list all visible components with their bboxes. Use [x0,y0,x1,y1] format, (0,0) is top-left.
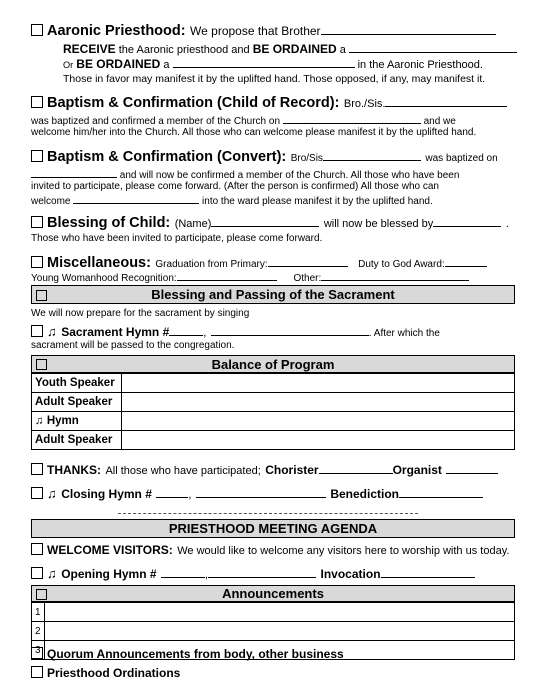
table-row [32,603,515,622]
checkbox-icon[interactable] [31,150,43,162]
ordinations-label: Priesthood Ordinations [47,666,181,680]
bro-sis-label: Bro./Sis. [343,98,386,110]
convert-line2: and will now be confirmed a member of the Church. All those who have been [119,170,460,181]
adult-speaker-field-2[interactable] [122,431,515,450]
invocation-label: Invocation [320,567,381,581]
checkbox-icon[interactable] [31,666,43,678]
checkbox-icon[interactable] [31,325,43,337]
hymn-label: Hymn [46,415,79,427]
ordinations-line [31,664,180,682]
table-row [32,431,515,450]
comma: , [188,489,192,501]
blessing-title: Blessing of Child: [47,215,171,231]
balance-bar-title: Balance of Program [211,357,335,372]
sacrament-hymn-line [31,323,440,341]
chorister-field[interactable] [319,464,393,474]
welcome-text: welcome [31,196,71,207]
office-field-2[interactable] [173,58,355,68]
benediction-field[interactable] [399,488,483,498]
baptism-record-line1 [31,114,456,127]
comma: , [203,327,207,339]
record-line1a: was baptized and confirmed a member of the Church on [31,116,281,127]
checkbox-icon[interactable] [31,216,43,228]
balance-table [31,373,515,450]
checkbox-icon[interactable] [31,24,43,36]
announcement-field[interactable] [45,622,515,641]
sacrament-passed: sacrament will be passed to the congregation. [31,340,235,351]
baptism-convert-line4 [31,194,433,207]
name-label: (Name) [174,218,212,230]
child-name-field[interactable] [211,217,319,227]
receive-mid-text: the Aaronic priesthood and [118,44,250,56]
welcome-line [31,541,509,559]
opening-hymn-number[interactable] [161,568,205,578]
duty-label: Duty to God Award: [358,259,445,270]
other-label: Other: [293,273,322,284]
record-name-field[interactable] [385,97,507,107]
row-number: 2 [32,622,45,641]
sacrament-hymn-label: Sacrament Hymn # [61,325,170,339]
baptism-convert-line2 [31,168,459,181]
brother-name-field[interactable] [321,25,496,35]
record-line1b: and we [423,116,456,127]
organist-label: Organist [392,463,442,477]
blessing-line2: Those who have been invited to participate, please come forward. [31,233,323,244]
graduation-field[interactable] [268,257,348,267]
a-text: a [339,44,346,56]
youth-speaker-label: Youth Speaker [32,374,122,393]
sacrament-bar-title: Blessing and Passing of the Sacrament [151,287,395,302]
table-row [32,622,515,641]
row-number: 1 [32,603,45,622]
closing-hymn-title[interactable] [196,488,326,498]
baptized-on-text: was baptized on [425,153,498,164]
convert-line4b: into the ward please manifest it by the uplifted hand. [202,196,433,207]
aaronic-receive-line [63,42,517,56]
opening-line [31,565,475,583]
baptism-record-heading [31,94,507,112]
convert-welcome-field[interactable] [73,194,199,204]
be-ordained-label-2: BE ORDAINED [76,57,161,71]
convert-name-field[interactable] [323,151,421,161]
baptism-convert-line3: invited to participate, please come forward. (After the person is confirmed) All those who can [31,181,439,192]
checkbox-icon[interactable] [31,96,43,108]
music-note-icon: ♫ [47,486,57,501]
in-aaronic-text: in the Aaronic Priesthood. [357,59,483,71]
thanks-label: THANKS: [47,463,101,477]
blessed-by-text: will now be blessed by [323,218,434,230]
checkbox-icon[interactable] [31,543,43,555]
baptism-record-line2: welcome him/her into the Church. All those who can welcome please manifest it by the uplifted hand. [31,127,477,138]
or-text: Or [63,60,74,70]
aaronic-or-line [63,57,483,71]
adult-speaker-field[interactable] [122,393,515,412]
announcement-field[interactable] [45,603,515,622]
divider [118,513,418,514]
closing-hymn-label: Closing Hymn # [61,487,152,501]
after-which-text: . After which the [368,328,440,339]
yw-field[interactable] [177,271,277,281]
announcements-bar [31,585,515,602]
priesthood-bar-title: PRIESTHOOD MEETING AGENDA [168,521,378,536]
balance-bar [31,355,515,373]
aaronic-favor: Those in favor may manifest it by the uplifted hand. Those opposed, if any, may manifest it. [63,73,486,85]
checkbox-icon[interactable] [31,463,43,475]
announcements-bar-title: Announcements [222,586,324,601]
opening-hymn-label: Opening Hymn # [61,567,157,581]
receive-label: RECEIVE [63,42,116,56]
duty-field[interactable] [445,257,487,267]
row-number: 3 [32,641,45,660]
thanks-line [31,461,498,479]
organist-field[interactable] [446,464,498,474]
misc-title: Miscellaneous: [47,255,151,271]
a-text-2: a [163,59,170,71]
music-note-icon: ♫ [47,566,57,581]
office-field-1[interactable] [349,43,517,53]
period-text: . [505,218,509,230]
table-row [32,412,515,431]
baptism-convert-title: Baptism & Confirmation (Convert): [47,149,287,165]
baptism-convert-heading [31,148,498,166]
aaronic-title: Aaronic Priesthood: [47,23,186,39]
table-row [32,374,515,393]
checkbox-icon[interactable] [31,487,43,499]
hymn-field[interactable] [122,412,515,431]
quorum-line [31,645,344,663]
checkbox-icon[interactable] [31,647,43,659]
opening-hymn-title[interactable] [208,568,316,578]
thanks-text: All those who have participated; [105,465,261,477]
record-date-field[interactable] [283,114,421,124]
checkbox-icon[interactable] [31,567,43,579]
baptism-record-title: Baptism & Confirmation (Child of Record): [47,95,340,111]
yw-label: Young Womanhood Recognition: [31,273,177,284]
invocation-field[interactable] [381,568,475,578]
adult-speaker-label-2: Adult Speaker [32,431,122,450]
music-note-icon: ♫ [47,324,57,339]
sacrament-hymn-number[interactable] [169,326,203,336]
music-note-icon: ♫ [35,415,47,427]
closing-hymn-number[interactable] [156,488,188,498]
benediction-label: Benediction [330,487,399,501]
hymn-cell [32,412,122,431]
other-field[interactable] [321,271,469,281]
checkbox-icon[interactable] [31,256,43,268]
welcome-visitors-text: We would like to welcome any visitors here to worship with us today. [177,545,510,557]
adult-speaker-label: Adult Speaker [32,393,122,412]
convert-date-field[interactable] [31,168,117,178]
aaronic-intro: We propose that Brother [190,24,321,38]
sacrament-prepare: We will now prepare for the sacrament by singing [31,308,250,319]
misc-heading [31,254,487,272]
sacrament-bar [31,285,515,304]
sacrament-hymn-title[interactable] [211,326,369,336]
youth-speaker-field[interactable] [122,374,515,393]
bro-sis-label-2: Bro/Sis [290,153,323,164]
table-row [32,393,515,412]
closing-line [31,485,483,503]
misc-line2 [31,271,469,284]
blessing-heading [31,214,509,232]
chorister-label: Chorister [265,463,319,477]
be-ordained-label: BE ORDAINED [252,42,337,56]
priesthood-bar [31,519,515,538]
comma: , [205,569,209,581]
blessed-by-field[interactable] [433,217,501,227]
aaronic-heading-line [31,22,496,40]
welcome-visitors-label: WELCOME VISITORS: [47,543,173,557]
graduation-label: Graduation from Primary: [155,259,268,270]
quorum-label: Quorum Announcements from body, other business [47,647,344,661]
